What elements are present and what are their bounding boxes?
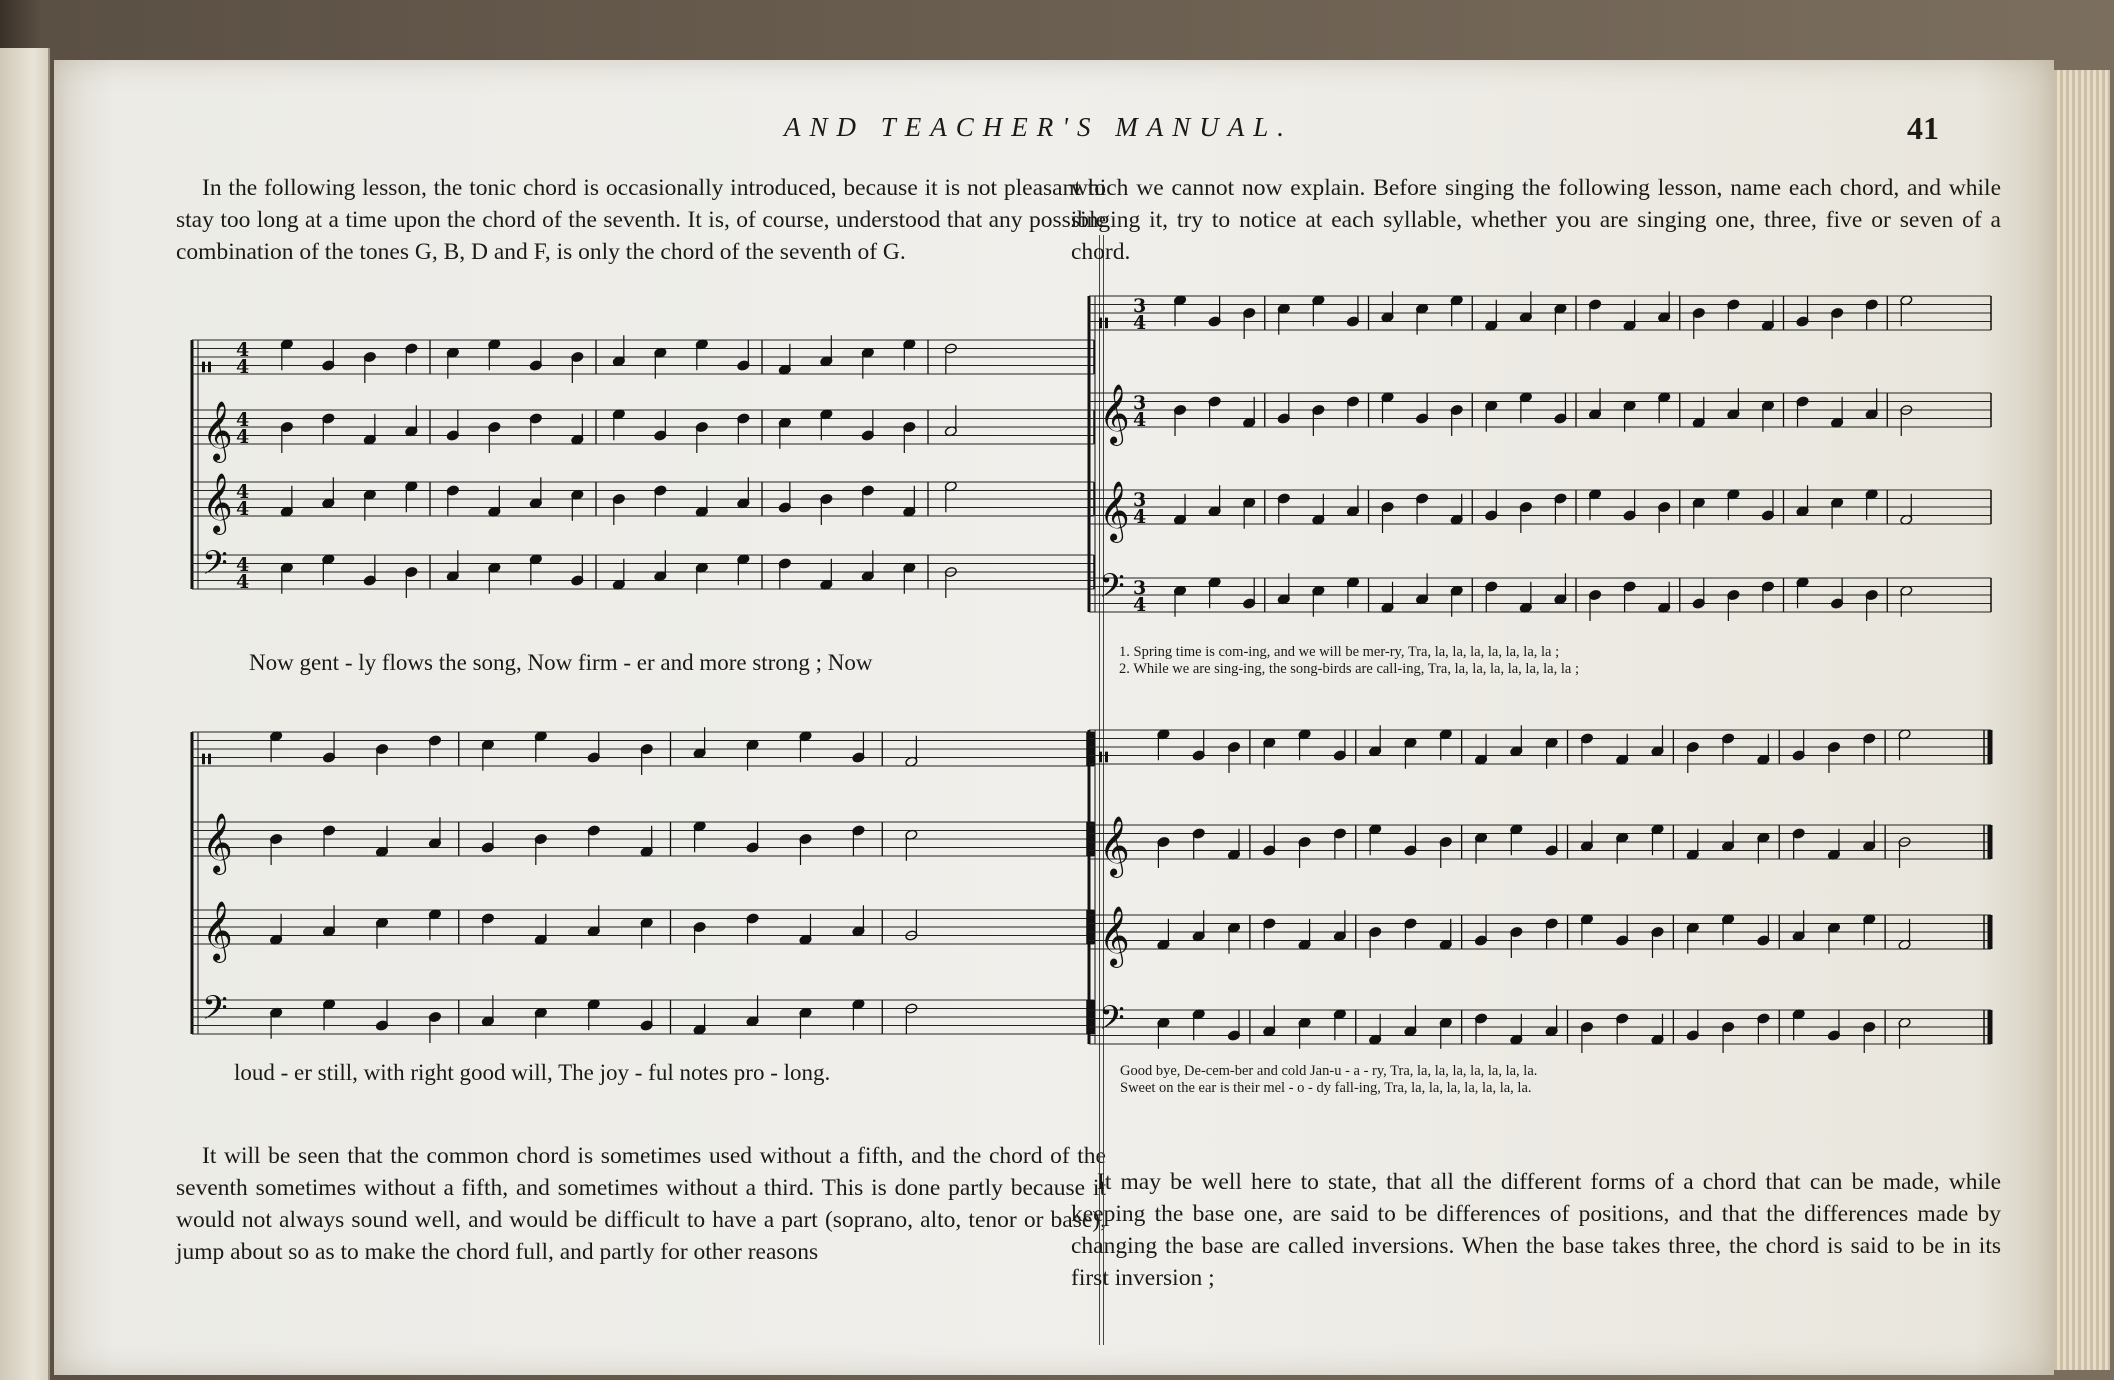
left-closing-paragraph: It will be seen that the common chord is sometimes used without a fifth, and the chord of the seventh sometimes without a fifth, and sometimes without a third. This is done partly because it would not always sound well, and would be difficult to have a part (soprano, alto, tenor or base), jump about so as to make the chord full, and partly for other reasons [176,1143,1106,1265]
time-signature-bottom: 4 [236,356,250,378]
verse-block-2 [1120,1063,1537,1097]
right-closing-paragraph: It may be well here to state, that all the different forms of a chord that can be made, while keeping the base one, are said to be differences of positions, and that the differences made by changing the base are called inversions. When the base takes three, the chord is said to be in its first inversion ; [1071,1169,2001,1291]
clef-icon: 𝄞 [1099,481,1130,541]
clef-icon: 𝄥 [202,351,211,386]
verse-4: Sweet on the ear is their mel - o - dy fall-ing, Tra, la, la, la, la, la, la, la. [1120,1080,1532,1096]
page-number: 41 [1907,110,1939,146]
time-signature-bottom: 4 [236,426,250,448]
clef-icon: 𝄢 [1099,567,1125,614]
left-page-edge [0,48,50,1380]
right-intro-paragraph: which we cannot now explain. Before singing the following lesson, name each chord, and while singing it, try to notice at each syllable, whether you are singing one, three, five or seven of a chord. [1071,175,2001,265]
clef-icon: 𝄞 [202,901,233,961]
time-signature-bottom: 4 [1133,506,1147,528]
time-signature-top: 4 [236,409,250,431]
time-signature-top: 4 [236,554,250,576]
clef-icon: 𝄞 [1099,816,1130,876]
lyric-line-2: loud - er still, with right good will, The joy - ful notes pro - long. [234,1060,831,1085]
verse-1: 1. Spring time is com-ing, and we will be mer-ry, Tra, la, la, la, la, la, la, la ; [1119,644,1560,660]
time-signature-top: 3 [1133,577,1147,599]
clef-icon: 𝄥 [202,743,211,778]
clef-icon: 𝄞 [202,401,233,461]
clef-icon: 𝄞 [1099,906,1130,966]
clef-icon: 𝄢 [202,544,228,591]
time-signature-bottom: 4 [1133,594,1147,616]
clef-icon: 𝄞 [202,813,233,873]
clef-icon: 𝄞 [202,473,233,533]
clef-icon: 𝄢 [202,989,228,1036]
time-signature-top: 3 [1133,295,1147,317]
time-signature-bottom: 4 [236,498,250,520]
left-intro-paragraph: In the following lesson, the tonic chord is occasionally introduced, because it is not pleasant to stay too long at a time upon the chord of the seventh. It is, of course, understood that any possible combination of the tones G, B, D and F, is only the chord of the seventh of G. [176,175,1106,265]
music-score-left-bottom [172,710,1102,1060]
lyric-line-1: Now gent - ly flows the song, Now firm - er and more strong ; Now [249,650,873,675]
clef-icon: 𝄞 [1099,384,1130,444]
running-head: AND TEACHER'S MANUAL. [784,112,1294,142]
music-score-left-top [172,325,1102,645]
time-signature-bottom: 4 [1133,312,1147,334]
clef-icon: 𝄢 [1099,999,1125,1046]
verse-2: 2. While we are sing-ing, the song-birds are call-ing, Tra, la, la, la, la, la, la, la ; [1119,661,1579,677]
time-signature-top: 3 [1133,489,1147,511]
page-stack-edge [2054,70,2110,1370]
time-signature-top: 3 [1133,392,1147,414]
clef-icon: 𝄥 [1099,741,1108,776]
time-signature-top: 4 [236,481,250,503]
clef-icon: 𝄥 [1099,307,1108,342]
time-signature-top: 4 [236,339,250,361]
music-score-right-bottom [1069,705,1999,1105]
verse-3: Good bye, De-cem-ber and cold Jan-u - a - ry, Tra, la, la, la, la, la, la, la. [1120,1063,1538,1079]
book-page [54,60,2054,1375]
time-signature-bottom: 4 [236,571,250,593]
music-score-right-top [1069,278,1999,663]
time-signature-bottom: 4 [1133,409,1147,431]
verse-block-1 [1119,644,1579,678]
